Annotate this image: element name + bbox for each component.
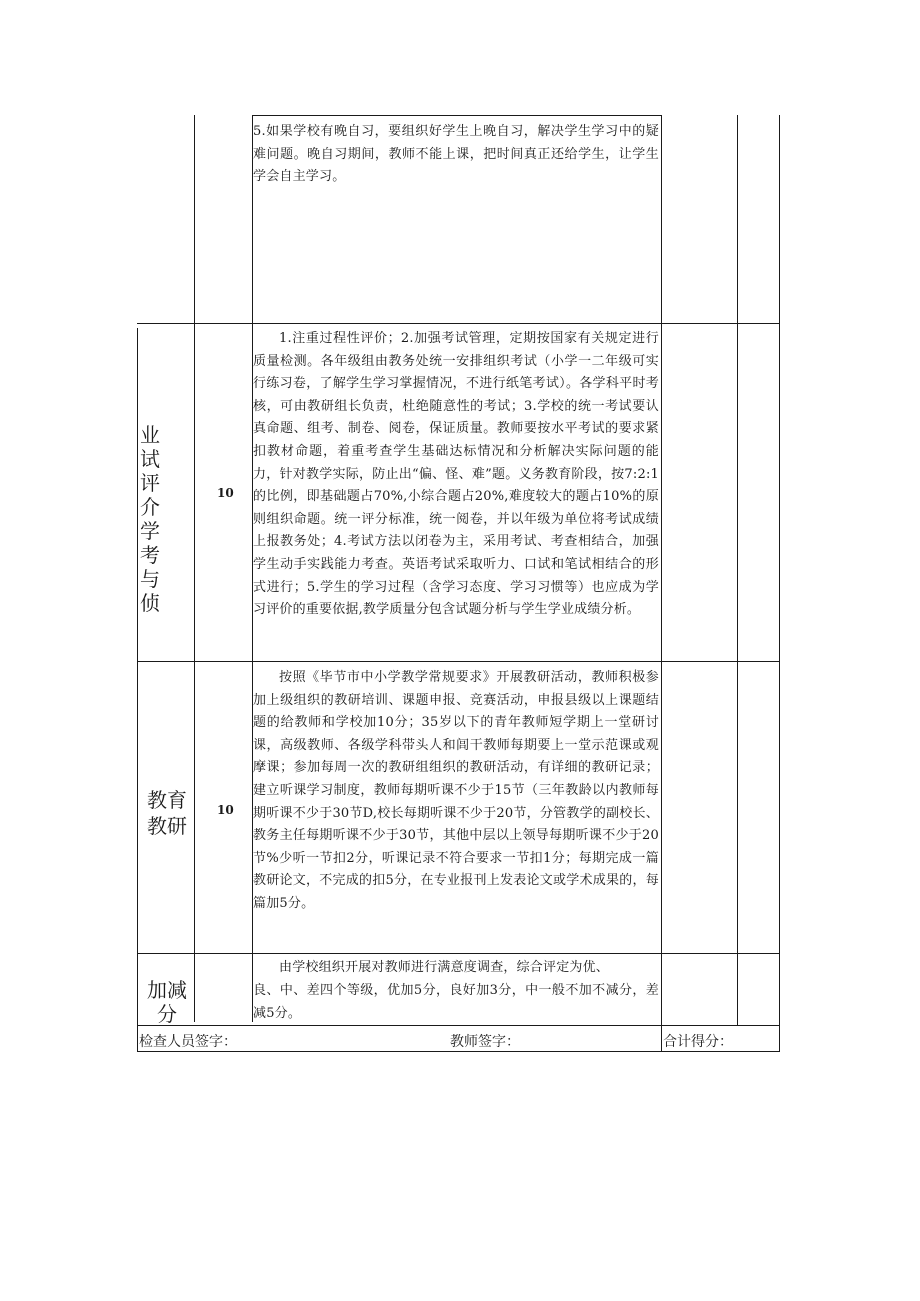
research-score: 10 — [217, 803, 234, 817]
top-cell-border — [252, 115, 662, 116]
research-category: 教育教研 — [147, 788, 187, 838]
table-border-left — [137, 328, 138, 1052]
research-row-text: 按照《毕节市中小学教学常规要求》开展教研活动，教师积极参加上级组织的教研培训、课题申报、竞赛活动，申报县级以上课题结题的给教师和学校加10分；35岁以下的青年教师短学期上一堂研讨课，高级教师、各级学科带头人和闾干教师每期要上一堂示范课或观摩课；参加每周一次的教研组组织的教研活动，有详细的教研记录；建立听课学习制度，教师每期听课不少于15节（三年教龄以内教师每期听课不少于30节D,校长每期听课不少于20节，分管教学的副校长、教务主任每期听课不少于30节，其他中层以上领导每期听课不少于20节%少听一节扣2分，听课记录不符合要求一节扣1分；每期完成一篇教研论文，不完成的扣5分，在专业报刊上发表论文或学术成果的，每篇加5分。 — [253, 670, 659, 911]
col-divider-1 — [194, 115, 195, 1022]
bonus-row-line1: 由学校组织开展对教师进行满意度调查，综合评定为优、 — [279, 960, 610, 975]
col-divider-3 — [661, 115, 662, 1052]
bonus-row-line2: 良、中、差四个等级，优加5分，良好加3分，中一般不加不减分，差减5分。 — [253, 983, 659, 1021]
table-border-right — [779, 115, 780, 1052]
teacher-signature-label: 教师签字： — [450, 1034, 520, 1050]
exam-row-text: 1.注重过程性评价；2.加强考试管理，定期按国家有关规定进行质量检测。各年级组由教务处统一安排组织考试（小学一二年级可实行练习卷，了解学生学习掌握情况，不进行纸笔考试）。各学科平时考核，可由教研组长负责，杜绝随意性的考试；3.学校的统一考试要认真命题、组考、制卷、阅卷，保证质量。教师要按水平考试的要求紧扣教材命题，着重考查学生基础达标情况和分析解决实际问题的能力，针对教学实际，防止出“偏、怪、难”题。义务教育阶段，按7:2:1的比例，即基础题占70%,小综合题占20%,难度较大的题占10%的原则组织命题。统一评分标准，统一阅卷，并以年级为单位将考试成绩上报教务处；4.考试方法以闭卷为主，采用考试、考查相结合，加强学生动手实践能力考查。英语考试采取听力、口试和笔试相结合的形式进行；5.学生的学习过程（含学习态度、学习习惯等）也应成为学习评价的重要依据,教学质量分包含试题分析与学生学业成绩分析。 — [253, 331, 659, 618]
exam-score: 10 — [217, 486, 234, 500]
total-score-label: 合计得分： — [663, 1034, 733, 1050]
exam-category: 业试评介学考与侦 — [140, 423, 160, 615]
inspector-signature-label: 检查人员签字： — [139, 1034, 237, 1050]
row-divider-3 — [137, 953, 780, 954]
table-border-bottom — [137, 1051, 780, 1052]
row-divider-1 — [137, 323, 780, 324]
row-divider-2 — [137, 661, 780, 662]
top-row-text: 5.如果学校有晚自习，要组织好学生上晚自习，解决学生学习中的疑难问题。晚自习期间，教师不能上课，把时间真正还给学生，让学生学会自主学习。 — [253, 124, 659, 185]
col-divider-4 — [737, 115, 738, 1026]
bonus-category: 加减分 — [147, 978, 187, 1026]
